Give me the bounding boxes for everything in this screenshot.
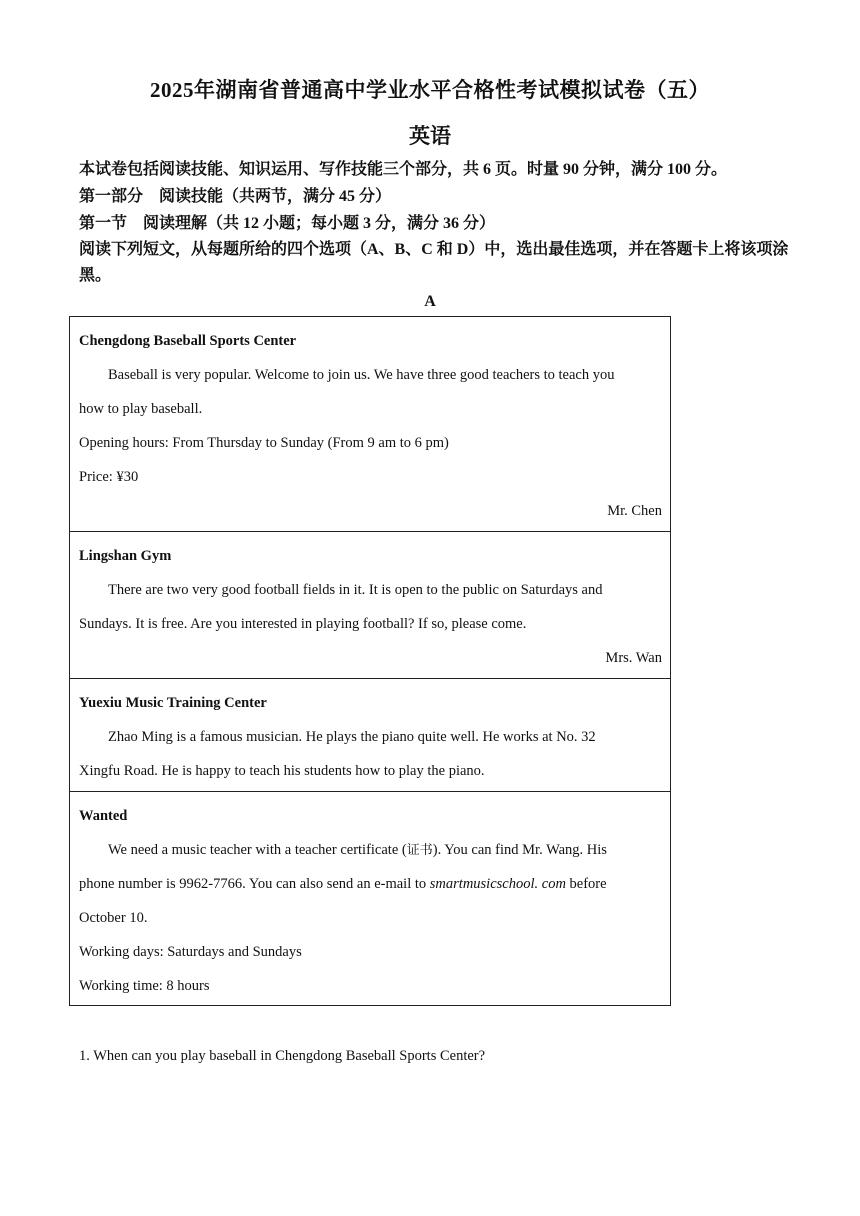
signature: Mrs. Wan — [605, 650, 662, 666]
notice-title: Lingshan Gym — [79, 548, 172, 564]
exam-instructions-line: 本试卷包括阅读技能、知识运用、写作技能三个部分，共 6 页。时量 90 分钟，满分 100 分。 — [79, 161, 728, 178]
notice-text-part: phone number is 9962-7766. You can also send an e-mail to — [79, 876, 430, 892]
notice-text — [79, 867, 662, 901]
notice-text: how to play baseball. — [79, 401, 203, 417]
notice-title: Yuexiu Music Training Center — [79, 695, 267, 711]
notice-music-center — [70, 679, 671, 792]
notice-baseball — [70, 317, 671, 532]
notice-text: Xingfu Road. He is happy to teach his students how to play the piano. — [79, 763, 485, 779]
exam-title: 2025年湖南省普通高中学业水平合格性考试模拟试卷（五） — [150, 78, 710, 102]
part-heading: 第一部分 阅读技能（共两节，满分 45 分） — [79, 188, 392, 205]
working-days: Working days: Saturdays and Sundays — [79, 944, 302, 960]
opening-hours: Opening hours: From Thursday to Sunday (From 9 am to 6 pm) — [79, 435, 449, 451]
notice-text: Zhao Ming is a famous musician. He plays the piano quite well. He works at No. 32 — [108, 729, 596, 745]
price: Price: ¥30 — [79, 469, 139, 485]
chinese-gloss: 证书 — [406, 843, 433, 858]
notice-box — [70, 679, 671, 792]
notice-box — [70, 317, 671, 532]
email-address: smartmusicschool. com — [429, 876, 566, 892]
notice-gym — [70, 532, 671, 679]
notice-text: Baseball is very popular. Welcome to join us. We have three good teachers to teach you — [108, 367, 615, 383]
signature: Mr. Chen — [607, 503, 662, 519]
notice-box — [70, 792, 671, 1006]
notice-text-part: We need a music teacher with a teacher certificate ( — [108, 842, 407, 858]
passage-table — [69, 316, 671, 1006]
section-heading: 第一节 阅读理解（共 12 小题；每小题 3 分，满分 36 分） — [79, 215, 496, 232]
notice-text: October 10. — [79, 910, 148, 926]
working-time: Working time: 8 hours — [79, 978, 210, 994]
notice-wanted — [70, 792, 671, 1006]
notice-text-part: ). You can find Mr. Wang. His — [432, 842, 607, 858]
notice-text-part: before — [565, 876, 607, 892]
question-1: 1. When can you play baseball in Chengdong Baseball Sports Center? — [79, 1048, 486, 1064]
reading-directions: 阅读下列短文，从每题所给的四个选项（A、B、C 和 D）中，选出最佳选项，并在答题卡上将该项涂黑。 — [79, 241, 789, 284]
notice-text: There are two very good football fields in it. It is open to the public on Saturdays and — [108, 582, 603, 598]
notice-box — [70, 532, 671, 679]
notice-text — [79, 833, 662, 867]
notice-text: Sundays. It is free. Are you interested in playing football? If so, please come. — [79, 616, 527, 632]
passage-letter: A — [424, 293, 436, 310]
subject-title: 英语 — [409, 124, 451, 148]
notice-title: Chengdong Baseball Sports Center — [79, 333, 297, 349]
notice-title: Wanted — [79, 808, 128, 824]
